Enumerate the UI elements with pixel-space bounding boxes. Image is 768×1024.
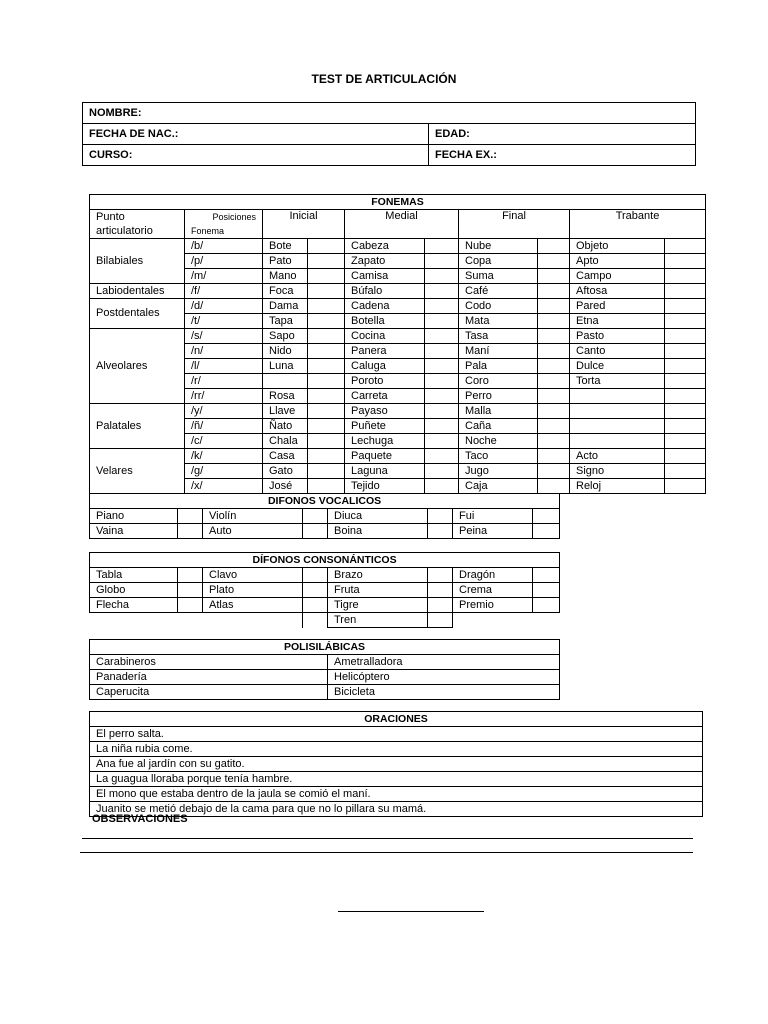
fonema-cell: /c/ [185,434,263,449]
empty-cell [303,613,328,628]
fonema-cell: /f/ [185,284,263,299]
table-row [90,509,560,524]
final-answer-cell[interactable] [538,254,570,269]
difonos-vocalicos-header: DIFONOS VOCALICOS [90,494,560,509]
inicial-word-cell: Dama [263,299,308,314]
final-word-cell: Tasa [459,329,538,344]
word-cell: Boina [328,524,428,539]
medial-word-cell: Carreta [345,389,425,404]
trabante-answer-cell[interactable] [665,299,706,314]
answer-cell[interactable] [533,524,560,539]
final-answer-cell[interactable] [538,464,570,479]
medial-word-cell: Cabeza [345,239,425,254]
fonema-cell: /l/ [185,359,263,374]
word-cell: Bicicleta [328,685,560,700]
word-cell: Violín [203,509,303,524]
trabante-answer-cell[interactable] [665,434,706,449]
medial-word-cell: Payaso [345,404,425,419]
answer-cell[interactable] [178,524,203,539]
fonema-cell: /r/ [185,374,263,389]
table-row [90,655,560,670]
inicial-answer-cell[interactable] [308,449,345,464]
medial-word-cell: Camisa [345,269,425,284]
signature-line[interactable] [338,911,484,912]
fonema-cell: /n/ [185,344,263,359]
medial-word-cell: Lechuga [345,434,425,449]
oraciones-table [89,711,703,817]
inicial-word-cell [263,374,308,389]
trabante-answer-cell[interactable] [665,269,706,284]
inicial-word-cell: Nido [263,344,308,359]
answer-cell[interactable] [303,583,328,598]
inicial-word-cell: Sapo [263,329,308,344]
trabante-word-cell: Reloj [570,479,665,494]
word-cell: Helicóptero [328,670,560,685]
sentence-cell: El mono que estaba dentro de la jaula se comió el maní. [90,787,703,802]
inicial-answer-cell[interactable] [308,419,345,434]
final-word-cell: Jugo [459,464,538,479]
final-answer-cell[interactable] [538,479,570,494]
medial-word-cell: Cadena [345,299,425,314]
word-cell: Carabineros [90,655,328,670]
punto-articulatorio-cell: Labiodentales [90,284,185,299]
inicial-answer-cell[interactable] [308,464,345,479]
final-answer-cell[interactable] [538,374,570,389]
fonema-cell: /s/ [185,329,263,344]
word-cell: Atlas [203,598,303,613]
trabante-word-cell [570,419,665,434]
fonema-cell: /m/ [185,269,263,284]
inicial-answer-cell[interactable] [308,269,345,284]
observaciones-line-1[interactable] [82,838,693,839]
answer-cell[interactable] [303,509,328,524]
trabante-answer-cell[interactable] [665,419,706,434]
final-answer-cell[interactable] [538,419,570,434]
word-cell: Fui [453,509,533,524]
inicial-answer-cell[interactable] [308,239,345,254]
trabante-answer-cell[interactable] [665,374,706,389]
difonos-consonanticos-table [89,552,560,628]
answer-cell[interactable] [428,583,453,598]
final-word-cell: Suma [459,269,538,284]
trabante-header: Trabante [570,210,706,239]
answer-cell[interactable] [303,568,328,583]
medial-answer-cell[interactable] [425,359,459,374]
word-cell: Flecha [90,598,178,613]
medial-answer-cell[interactable] [425,434,459,449]
medial-word-cell: Cocina [345,329,425,344]
medial-header: Medial [345,210,459,239]
inicial-answer-cell[interactable] [308,359,345,374]
final-word-cell: Maní [459,344,538,359]
table-row [90,568,560,583]
word-cell: Piano [90,509,178,524]
table-row [90,583,560,598]
medial-word-cell: Panera [345,344,425,359]
final-word-cell: Codo [459,299,538,314]
medial-word-cell: Tejido [345,479,425,494]
final-header: Final [459,210,570,239]
fecha-ex-field[interactable]: FECHA EX.: [429,145,696,166]
answer-cell[interactable] [428,524,453,539]
inicial-word-cell: Mano [263,269,308,284]
answer-cell[interactable] [178,509,203,524]
word-cell: Peina [453,524,533,539]
fonema-header: Fonema [185,224,263,239]
final-answer-cell[interactable] [538,239,570,254]
table-row [90,284,706,299]
final-word-cell: Malla [459,404,538,419]
difonos-consonanticos-header: DÍFONOS CONSONÁNTICOS [90,553,560,568]
answer-cell[interactable] [533,509,560,524]
difonos-vocalicos-table [89,493,560,539]
trabante-answer-cell[interactable] [665,359,706,374]
inicial-header: Inicial [263,210,345,239]
final-word-cell: Caña [459,419,538,434]
final-answer-cell[interactable] [538,344,570,359]
trabante-answer-cell[interactable] [665,329,706,344]
inicial-answer-cell[interactable] [308,374,345,389]
empty-cell [453,613,533,628]
fonema-cell: /d/ [185,299,263,314]
word-cell: Clavo [203,568,303,583]
answer-cell[interactable] [428,598,453,613]
trabante-answer-cell[interactable] [665,389,706,404]
fonema-cell: /x/ [185,479,263,494]
word-cell: Tigre [328,598,428,613]
nombre-field[interactable]: NOMBRE: [83,103,696,124]
trabante-word-cell: Pasto [570,329,665,344]
trabante-answer-cell[interactable] [665,464,706,479]
inicial-word-cell: Foca [263,284,308,299]
medial-word-cell: Caluga [345,359,425,374]
answer-cell[interactable] [428,568,453,583]
polisilabicas-header: POLISILÁBICAS [90,640,560,655]
table-row [90,613,560,628]
final-word-cell: Taco [459,449,538,464]
trabante-answer-cell[interactable] [665,284,706,299]
empty-cell [178,613,203,628]
medial-answer-cell[interactable] [425,479,459,494]
final-answer-cell[interactable] [538,449,570,464]
empty-cell [203,613,303,628]
answer-cell[interactable] [533,598,560,613]
final-answer-cell[interactable] [538,284,570,299]
trabante-word-cell: Dulce [570,359,665,374]
fonema-cell: /g/ [185,464,263,479]
trabante-answer-cell[interactable] [665,314,706,329]
trabante-answer-cell[interactable] [665,254,706,269]
info-table [82,102,696,166]
trabante-word-cell: Apto [570,254,665,269]
page-title: TEST DE ARTICULACIÓN [311,72,457,86]
word-cell: Auto [203,524,303,539]
final-word-cell: Perro [459,389,538,404]
medial-answer-cell[interactable] [425,419,459,434]
final-answer-cell[interactable] [538,434,570,449]
inicial-answer-cell[interactable] [308,434,345,449]
trabante-word-cell: Pared [570,299,665,314]
final-answer-cell[interactable] [538,404,570,419]
table-row [90,239,706,254]
observaciones-line-2[interactable] [80,852,693,853]
trabante-word-cell: Objeto [570,239,665,254]
final-word-cell: Coro [459,374,538,389]
medial-word-cell: Búfalo [345,284,425,299]
inicial-word-cell: José [263,479,308,494]
trabante-answer-cell[interactable] [665,449,706,464]
sentence-cell: El perro salta. [90,727,703,742]
trabante-word-cell [570,434,665,449]
trabante-word-cell: Campo [570,269,665,284]
polisilabicas-table [89,639,560,700]
list-item [90,727,703,742]
oraciones-header: ORACIONES [90,712,703,727]
inicial-word-cell: Pato [263,254,308,269]
final-word-cell: Noche [459,434,538,449]
answer-cell[interactable] [178,568,203,583]
trabante-answer-cell[interactable] [665,479,706,494]
list-item [90,787,703,802]
inicial-answer-cell[interactable] [308,299,345,314]
inicial-word-cell: Luna [263,359,308,374]
fonema-cell: /rr/ [185,389,263,404]
table-row [90,329,706,344]
sentence-cell: Juanito se metió debajo de la cama para que no lo pillara su mamá. [90,802,703,817]
medial-answer-cell[interactable] [425,344,459,359]
inicial-answer-cell[interactable] [308,344,345,359]
fonema-cell: /t/ [185,314,263,329]
medial-answer-cell[interactable] [425,299,459,314]
word-cell: Plato [203,583,303,598]
table-row [90,670,560,685]
table-row [90,404,706,419]
medial-word-cell: Laguna [345,464,425,479]
empty-cell [90,613,178,628]
final-answer-cell[interactable] [538,329,570,344]
answer-cell[interactable] [178,598,203,613]
word-cell: Dragón [453,568,533,583]
final-word-cell: Copa [459,254,538,269]
inicial-answer-cell[interactable] [308,254,345,269]
table-row [90,524,560,539]
inicial-word-cell: Bote [263,239,308,254]
answer-cell[interactable] [303,524,328,539]
table-row [90,449,706,464]
empty-cell [533,613,560,628]
trabante-word-cell: Aftosa [570,284,665,299]
medial-answer-cell[interactable] [425,269,459,284]
edad-field[interactable]: EDAD: [429,124,696,145]
inicial-answer-cell[interactable] [308,389,345,404]
trabante-word-cell [570,389,665,404]
trabante-answer-cell[interactable] [665,404,706,419]
list-item [90,742,703,757]
punto-articulatorio-cell: Palatales [90,404,185,449]
fonemas-header: FONEMAS [90,195,706,210]
medial-answer-cell[interactable] [425,239,459,254]
medial-word-cell: Zapato [345,254,425,269]
final-answer-cell[interactable] [538,314,570,329]
word-cell: Ametralladora [328,655,560,670]
inicial-answer-cell[interactable] [308,479,345,494]
word-cell: Panadería [90,670,328,685]
word-cell: Vaina [90,524,178,539]
final-answer-cell[interactable] [538,299,570,314]
final-word-cell: Nube [459,239,538,254]
table-row [90,598,560,613]
trabante-word-cell: Etna [570,314,665,329]
trabante-word-cell: Torta [570,374,665,389]
fecha-nac-field[interactable]: FECHA DE NAC.: [83,124,429,145]
medial-answer-cell[interactable] [425,374,459,389]
inicial-word-cell: Ñato [263,419,308,434]
medial-answer-cell[interactable] [425,284,459,299]
final-word-cell: Café [459,284,538,299]
trabante-answer-cell[interactable] [665,239,706,254]
word-cell: Caperucita [90,685,328,700]
punto-articulatorio-cell: Postdentales [90,299,185,329]
inicial-word-cell: Llave [263,404,308,419]
inicial-answer-cell[interactable] [308,314,345,329]
observaciones-label: OBSERVACIONES [92,813,188,825]
medial-word-cell: Paquete [345,449,425,464]
table-row [90,299,706,314]
answer-cell[interactable] [533,568,560,583]
fonema-cell: /k/ [185,449,263,464]
list-item [90,772,703,787]
trabante-word-cell: Acto [570,449,665,464]
final-word-cell: Caja [459,479,538,494]
medial-answer-cell[interactable] [425,314,459,329]
trabante-word-cell [570,404,665,419]
medial-answer-cell[interactable] [425,449,459,464]
answer-cell[interactable] [533,583,560,598]
medial-word-cell: Poroto [345,374,425,389]
inicial-answer-cell[interactable] [308,284,345,299]
inicial-word-cell: Rosa [263,389,308,404]
list-item [90,757,703,772]
trabante-word-cell: Signo [570,464,665,479]
medial-word-cell: Botella [345,314,425,329]
punto-articulatorio-header: Punto articulatorio [90,210,185,239]
trabante-answer-cell[interactable] [665,344,706,359]
medial-answer-cell[interactable] [425,254,459,269]
medial-answer-cell[interactable] [425,329,459,344]
final-word-cell: Pala [459,359,538,374]
word-cell: Brazo [328,568,428,583]
answer-cell[interactable] [303,598,328,613]
answer-cell[interactable] [178,583,203,598]
sentence-cell: La guagua lloraba porque tenía hambre. [90,772,703,787]
inicial-word-cell: Chala [263,434,308,449]
sentence-cell: La niña rubia come. [90,742,703,757]
word-cell: Tabla [90,568,178,583]
punto-articulatorio-cell: Velares [90,449,185,494]
sentence-cell: Ana fue al jardín con su gatito. [90,757,703,772]
word-cell: Globo [90,583,178,598]
answer-cell[interactable] [428,509,453,524]
fonema-cell: /b/ [185,239,263,254]
word-cell: Crema [453,583,533,598]
medial-answer-cell[interactable] [425,389,459,404]
table-row [90,685,560,700]
inicial-word-cell: Casa [263,449,308,464]
inicial-answer-cell[interactable] [308,329,345,344]
fonema-cell: /p/ [185,254,263,269]
inicial-word-cell: Gato [263,464,308,479]
answer-cell[interactable] [428,613,453,628]
inicial-answer-cell[interactable] [308,404,345,419]
punto-articulatorio-cell: Alveolares [90,329,185,404]
medial-answer-cell[interactable] [425,464,459,479]
final-answer-cell[interactable] [538,359,570,374]
inicial-word-cell: Tapa [263,314,308,329]
fonemas-table [89,194,706,494]
word-cell: Diuca [328,509,428,524]
fonema-cell: /y/ [185,404,263,419]
fonema-cell: /ñ/ [185,419,263,434]
word-cell: Premio [453,598,533,613]
medial-answer-cell[interactable] [425,404,459,419]
word-cell: Fruta [328,583,428,598]
curso-field[interactable]: CURSO: [83,145,429,166]
posiciones-header: Posiciones [185,210,263,225]
medial-word-cell: Puñete [345,419,425,434]
final-answer-cell[interactable] [538,389,570,404]
final-word-cell: Mata [459,314,538,329]
final-answer-cell[interactable] [538,269,570,284]
punto-articulatorio-cell: Bilabiales [90,239,185,284]
word-cell: Tren [328,613,428,628]
trabante-word-cell: Canto [570,344,665,359]
